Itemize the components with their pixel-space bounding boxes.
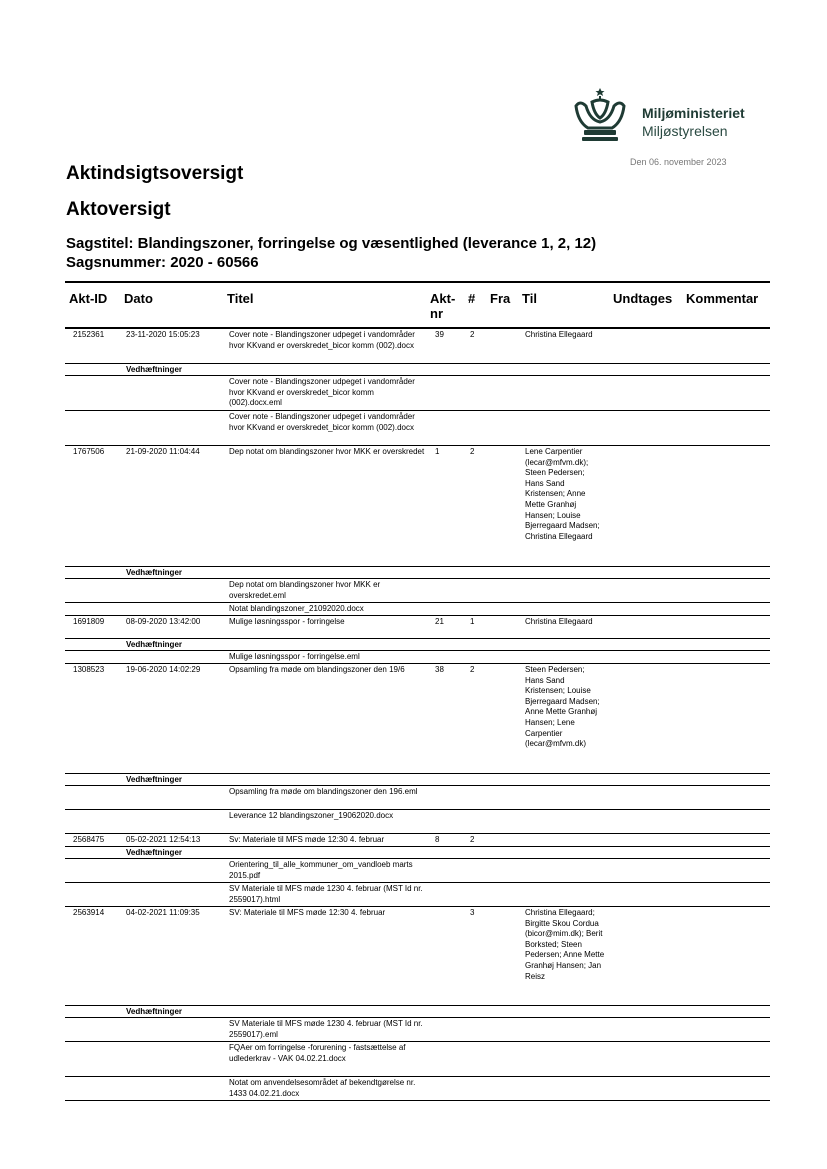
row-date: 04-02-2021 11:09:35 bbox=[126, 908, 200, 917]
row-akt-id: 2152361 bbox=[73, 330, 105, 339]
attachments-label: Vedhæftninger bbox=[126, 775, 183, 784]
row-title: Sv: Materiale til MFS møde 12:30 4. februar bbox=[229, 835, 385, 844]
attachments-row bbox=[65, 1006, 770, 1018]
row-akt-nr: 39 bbox=[435, 330, 444, 339]
row-til: Lene Carpentier (lecar@mfvm.dk); Steen Pedersen; Hans Sand Kristensen; Anne Mette Granhøj Hansen; Louise Bjerregaard Madsen; Christina Ellegaard bbox=[525, 447, 600, 541]
col-undtages: Undtages bbox=[613, 291, 673, 306]
row-hash: 1 bbox=[470, 617, 475, 626]
attachments-row bbox=[65, 364, 770, 376]
col-titel: Titel bbox=[227, 291, 254, 306]
row-akt-id: 2563914 bbox=[73, 908, 105, 917]
row-hash: 2 bbox=[470, 665, 475, 674]
attachments-row bbox=[65, 639, 770, 651]
row-hash: 2 bbox=[470, 330, 475, 339]
table-row bbox=[65, 446, 770, 567]
row-akt-nr: 1 bbox=[435, 447, 440, 456]
attachment-title: Leverance 12 blandingszoner_19062020.docx bbox=[229, 811, 394, 820]
col-til: Til bbox=[522, 291, 537, 306]
attachment-row bbox=[65, 786, 770, 810]
col-dato: Dato bbox=[124, 291, 153, 306]
row-til: Christina Ellegaard bbox=[525, 330, 593, 339]
attachment-row bbox=[65, 859, 770, 883]
row-til: Steen Pedersen; Hans Sand Kristensen; Louise Bjerregaard Madsen; Anne Mette Granhøj Hansen; Lene Carpentier (lecar@mfvm.dk) bbox=[525, 665, 600, 749]
row-hash: 3 bbox=[470, 908, 475, 917]
attachments-row bbox=[65, 847, 770, 859]
row-hash: 2 bbox=[470, 447, 475, 456]
case-number: Sagsnummer: 2020 - 60566 bbox=[66, 254, 259, 271]
row-akt-id: 1308523 bbox=[73, 665, 105, 674]
row-title: Opsamling fra møde om blandingszoner den 19/6 bbox=[229, 665, 405, 674]
document-subtitle: Aktoversigt bbox=[66, 199, 171, 220]
row-date: 19-06-2020 14:02:29 bbox=[126, 665, 201, 674]
document-date: Den 06. november 2023 bbox=[630, 157, 727, 167]
row-akt-id: 2568475 bbox=[73, 835, 105, 844]
col-kommentar: Kommentar bbox=[686, 291, 759, 306]
row-date: 08-09-2020 13:42:00 bbox=[126, 617, 201, 626]
table-row bbox=[65, 664, 770, 774]
col-fra: Fra bbox=[490, 291, 511, 306]
attachments-label: Vedhæftninger bbox=[126, 640, 183, 649]
col-akt-nr: Akt-nr bbox=[430, 291, 456, 321]
case-title: Sagstitel: Blandingszoner, forringelse og væsentlighed (leverance 1, 2, 12) bbox=[66, 235, 597, 252]
table-row bbox=[65, 834, 770, 847]
logo-agency-name: Miljøstyrelsen bbox=[642, 123, 728, 139]
attachment-row bbox=[65, 810, 770, 834]
attachment-title: Cover note - Blandingszoner udpeget i vandområder hvor KKvand er overskredet_bicor komm (002).docx.eml bbox=[229, 377, 415, 408]
attachments-row bbox=[65, 774, 770, 786]
row-title: SV: Materiale til MFS møde 12:30 4. februar bbox=[229, 908, 386, 917]
attachment-row bbox=[65, 883, 770, 907]
attachment-row bbox=[65, 579, 770, 603]
table-row bbox=[65, 616, 770, 639]
attachment-title: SV Materiale til MFS møde 1230 4. februar (MST Id nr. 2559017).eml bbox=[229, 1019, 423, 1039]
row-title: Dep notat om blandingszoner hvor MKK er overskredet bbox=[229, 447, 425, 456]
row-date: 23-11-2020 15:05:23 bbox=[126, 330, 200, 339]
attachment-title: FQAer om forringelse -forurening - fastsættelse af udlederkrav - VAK 04.02.21.docx bbox=[229, 1043, 406, 1063]
attachment-row bbox=[65, 603, 770, 616]
attachment-row bbox=[65, 376, 770, 411]
row-akt-nr: 8 bbox=[435, 835, 440, 844]
acts-table bbox=[65, 281, 770, 1101]
row-akt-nr: 21 bbox=[435, 617, 444, 626]
row-hash: 2 bbox=[470, 835, 475, 844]
col-akt-id: Akt-ID bbox=[69, 291, 108, 306]
row-akt-id: 1767506 bbox=[73, 447, 105, 456]
row-title: Cover note - Blandingszoner udpeget i vandområder hvor KKvand er overskredet_bicor komm (002).docx bbox=[229, 330, 415, 350]
attachment-row bbox=[65, 1042, 770, 1077]
ministry-logo bbox=[572, 88, 772, 144]
row-til: Christina Ellegaard bbox=[525, 617, 593, 626]
logo-ministry-name: Miljøministeriet bbox=[642, 105, 745, 121]
attachment-title: Opsamling fra møde om blandingszoner den 196.eml bbox=[229, 787, 418, 796]
row-til: Christina Ellegaard; Birgitte Skou Cordua (bicor@mim.dk); Berit Borksted; Steen Pedersen; Anne Mette Granhøj Hansen; Jan Reisz bbox=[525, 908, 605, 981]
table-row bbox=[65, 329, 770, 364]
crown-logo-icon bbox=[572, 88, 628, 142]
case-heading bbox=[66, 234, 596, 272]
attachments-label: Vedhæftninger bbox=[126, 848, 183, 857]
attachment-title: Notat om anvendelsesområdet af bekendtgørelse nr. 1433 04.02.21.docx bbox=[229, 1078, 416, 1098]
table-header bbox=[65, 283, 770, 329]
attachment-title: Cover note - Blandingszoner udpeget i vandområder hvor KKvand er overskredet_bicor komm (002).docx bbox=[229, 412, 415, 432]
table-row bbox=[65, 907, 770, 1006]
attachment-row bbox=[65, 651, 770, 664]
attachments-label: Vedhæftninger bbox=[126, 568, 183, 577]
attachment-title: SV Materiale til MFS møde 1230 4. februar (MST Id nr. 2559017).html bbox=[229, 884, 423, 904]
row-akt-nr: 38 bbox=[435, 665, 444, 674]
row-akt-id: 1691809 bbox=[73, 617, 105, 626]
row-title: Mulige løsningsspor - forringelse bbox=[229, 617, 345, 626]
attachment-row bbox=[65, 411, 770, 446]
attachment-row bbox=[65, 1018, 770, 1042]
document-title: Aktindsigtsoversigt bbox=[66, 163, 244, 184]
attachment-title: Orientering_til_alle_kommuner_om_vandloeb marts 2015.pdf bbox=[229, 860, 413, 880]
attachment-title: Notat blandingszoner_21092020.docx bbox=[229, 604, 364, 613]
attachments-label: Vedhæftninger bbox=[126, 1007, 183, 1016]
row-date: 21-09-2020 11:04:44 bbox=[126, 447, 200, 456]
attachments-label: Vedhæftninger bbox=[126, 365, 183, 374]
attachment-title: Dep notat om blandingszoner hvor MKK er overskredet.eml bbox=[229, 580, 381, 600]
col-hash: # bbox=[468, 291, 476, 306]
attachment-row bbox=[65, 1077, 770, 1101]
row-date: 05-02-2021 12:54:13 bbox=[126, 835, 201, 844]
attachment-title: Mulige løsningsspor - forringelse.eml bbox=[229, 652, 360, 661]
attachments-row bbox=[65, 567, 770, 579]
